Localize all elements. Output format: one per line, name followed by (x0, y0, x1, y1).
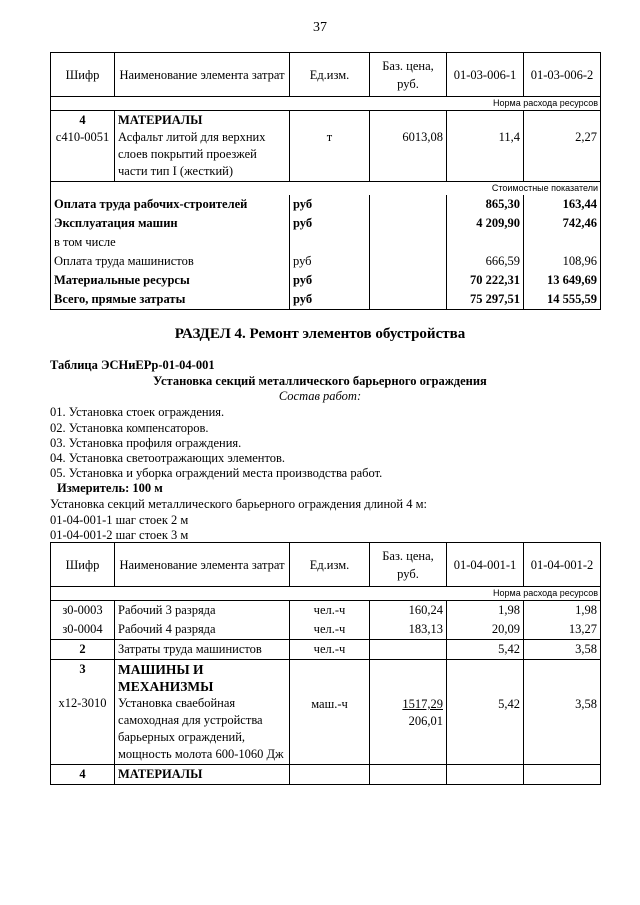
material-code: с410-0051 (55, 130, 110, 144)
cost-name: Всего, прямые затраты (51, 290, 290, 310)
col-header-name: Наименование элемента затрат (115, 53, 290, 97)
machine-price-2: 206,01 (408, 714, 443, 728)
cost-value-1 (447, 233, 524, 252)
cost-value-1: 70 222,31 (447, 271, 524, 290)
cost-value-2: 108,96 (524, 252, 601, 271)
machine-code-cell (51, 660, 115, 765)
table-title: Установка секций металлического барьерного ограждения (153, 374, 487, 388)
variant: 01-04-001-1 шаг стоек 2 м (50, 513, 189, 527)
cost-unit: руб (290, 271, 370, 290)
col-header-code: Шифр (51, 53, 115, 97)
material-group-num: 4 (79, 113, 86, 127)
machine-value-1: 5,42 (447, 660, 524, 765)
work-item: 05. Установка и уборка ограждений места производства работ. (50, 466, 383, 480)
col-header-2: 01-04-001-2 (524, 543, 601, 587)
work-item: 01. Установка стоек ограждения. (50, 405, 225, 419)
machine-unit: маш.-ч (290, 660, 370, 765)
cost-unit (290, 233, 370, 252)
col-header-code: Шифр (51, 543, 115, 587)
work-item: 02. Установка компенсаторов. (50, 421, 209, 435)
col-header-unit: Ед.изм. (290, 53, 370, 97)
cost-unit: руб (290, 252, 370, 271)
col-header-price: Баз. цена, руб. (370, 53, 447, 97)
cost-name: Эксплуатация машин (51, 214, 290, 233)
cost-name: Оплата труда машинистов (51, 252, 290, 271)
cost-label: Стоимостные показатели (51, 182, 601, 196)
cost-value-2: 14 555,59 (524, 290, 601, 310)
norm-label: Норма расхода ресурсов (51, 587, 601, 601)
variant: 01-04-001-2 шаг стоек 3 м (50, 528, 189, 542)
worker-price: 160,24 (370, 601, 447, 621)
worker-value-1: 20,09 (447, 620, 524, 640)
machine-group-num: 3 (79, 662, 86, 676)
cost-unit: руб (290, 290, 370, 310)
material-value-1: 11,4 (447, 111, 524, 182)
materials-num: 4 (51, 765, 115, 785)
cost-value-1: 4 209,90 (447, 214, 524, 233)
cost-unit: руб (290, 214, 370, 233)
worker-code: з0-0003 (51, 601, 115, 621)
material-value-2: 2,27 (524, 111, 601, 182)
machine-name: Установка сваебойная самоходная для устройства барьерных ограждений, мощность молота 600-1060 Дж (118, 696, 284, 761)
worker-code: з0-0004 (51, 620, 115, 640)
work-item: 04. Установка светоотражающих элементов. (50, 451, 286, 465)
cost-value-1: 666,59 (447, 252, 524, 271)
machine-price-cell (370, 660, 447, 765)
worker-unit: чел.-ч (290, 601, 370, 621)
worker-value-2: 1,98 (524, 601, 601, 621)
cost-value-2: 13 649,69 (524, 271, 601, 290)
resource-table-2 (50, 542, 601, 785)
cost-name: Оплата труда рабочих-строителей (51, 195, 290, 214)
machine-price: 1517,29 (402, 697, 443, 711)
material-name-cell (115, 111, 290, 182)
cost-unit: руб (290, 195, 370, 214)
materials-title: МАТЕРИАЛЫ (115, 765, 290, 785)
material-code-cell (51, 111, 115, 182)
worker-value-2: 13,27 (524, 620, 601, 640)
machinists-value-2: 3,58 (524, 640, 601, 660)
worker-price: 183,13 (370, 620, 447, 640)
col-header-1: 01-03-006-1 (447, 53, 524, 97)
worker-name: Рабочий 3 разряда (115, 601, 290, 621)
resource-table-1 (50, 52, 601, 310)
cost-value-2: 742,46 (524, 214, 601, 233)
machinists-name: Затраты труда машинистов (115, 640, 290, 660)
material-unit: т (290, 111, 370, 182)
material-name: Асфальт литой для верхних слоев покрытий проезжей части тип I (жесткий) (118, 130, 266, 178)
measure: Измеритель: 100 м (57, 481, 163, 495)
section-title: РАЗДЕЛ 4. Ремонт элементов обустройства (174, 326, 466, 342)
col-header-unit: Ед.изм. (290, 543, 370, 587)
page-number: 37 (313, 20, 327, 35)
cost-value-1: 75 297,51 (447, 290, 524, 310)
cost-value-1: 865,30 (447, 195, 524, 214)
composition-label: Состав работ: (278, 389, 362, 403)
material-group-title: МАТЕРИАЛЫ (118, 113, 203, 127)
norm-label: Норма расхода ресурсов (51, 97, 601, 111)
worker-unit: чел.-ч (290, 620, 370, 640)
description: Установка секций металлического барьерного ограждения длиной 4 м: (50, 497, 428, 511)
cost-value-2 (524, 233, 601, 252)
machinists-code: 2 (51, 640, 115, 660)
worker-value-1: 1,98 (447, 601, 524, 621)
col-header-price: Баз. цена, руб. (370, 543, 447, 587)
machine-code: х12-3010 (58, 696, 107, 710)
machinists-value-1: 5,42 (447, 640, 524, 660)
machine-value-2: 3,58 (524, 660, 601, 765)
work-item: 03. Установка профиля ограждения. (50, 436, 242, 450)
machine-group-title: МАШИНЫ И МЕХАНИЗМЫ (118, 662, 214, 694)
material-price: 6013,08 (370, 111, 447, 182)
table-id: Таблица ЭСНиЕРр-01-04-001 (50, 358, 215, 372)
cost-value-2: 163,44 (524, 195, 601, 214)
cost-name: Материальные ресурсы (51, 271, 290, 290)
col-header-1: 01-04-001-1 (447, 543, 524, 587)
worker-name: Рабочий 4 разряда (115, 620, 290, 640)
machinists-unit: чел.-ч (290, 640, 370, 660)
col-header-name: Наименование элемента затрат (115, 543, 290, 587)
col-header-2: 01-03-006-2 (524, 53, 601, 97)
cost-name: в том числе (51, 233, 290, 252)
machine-name-cell (115, 660, 290, 765)
